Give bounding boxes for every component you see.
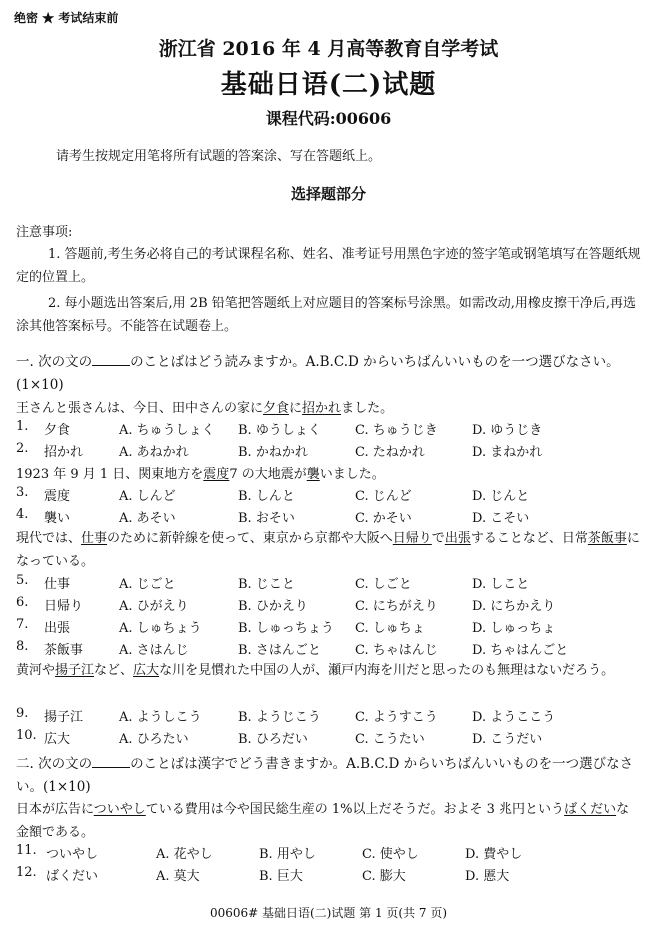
option-a: A. しんど [119, 489, 176, 504]
question-row [16, 728, 641, 748]
option-b: B. しんと [238, 489, 295, 504]
option-b: B. さはんごと [238, 643, 321, 658]
passage-text: に [289, 401, 303, 416]
question-number: 8. [16, 639, 29, 654]
question-row [16, 843, 641, 863]
blank-line [92, 755, 130, 768]
passage-2 [16, 463, 385, 482]
question-word: 震度 [44, 489, 71, 504]
part1-heading-a: 一. 次の文の [16, 354, 93, 370]
question-word: 招かれ [44, 445, 84, 460]
passage-text: で [431, 531, 445, 546]
question-row [16, 507, 641, 527]
question-number: 10. [16, 728, 37, 743]
underlined-word: ばくだい [564, 802, 617, 817]
underlined-word: 日帰り [392, 531, 432, 546]
question-word: ついやし [46, 847, 99, 862]
option-d: D. こうだい [472, 732, 543, 747]
option-d: D. まねかれ [472, 445, 543, 460]
option-d: D. こそい [472, 511, 530, 526]
passage-1 [16, 397, 393, 416]
option-d: D. じんと [472, 489, 530, 504]
passage-text: 日本が広告に [16, 802, 94, 817]
page-footer: 00606# 基础日语(二)试题 第 1 页(共 7 页) [209, 906, 448, 920]
passage-text: 現代では、 [16, 531, 82, 546]
passage-text: いました。 [319, 467, 385, 482]
passage-text: ました。 [341, 401, 394, 416]
question-row [16, 485, 641, 505]
option-a: A. ちゅうしょく [119, 423, 215, 438]
question-row [16, 419, 641, 439]
question-row [16, 865, 641, 885]
instruction: 请考生按规定用笔将所有试题的答案涂、写在答题纸上。 [56, 149, 382, 164]
question-number: 4. [16, 507, 29, 522]
underlined-word: 招かれ [302, 401, 342, 416]
option-d: D. 慝大 [465, 869, 510, 884]
question-row [16, 573, 641, 593]
passage-text: 1923 年 9 月 1 日、関東地方を [16, 467, 204, 482]
option-b: B. じこと [238, 577, 295, 592]
passage-text: な金額である。 [16, 802, 630, 840]
underlined-word: 震度 [203, 467, 230, 482]
passage-text: 黄河や [16, 663, 56, 678]
option-a: A. しゅちょう [119, 621, 202, 636]
underlined-word: 広大 [133, 663, 160, 678]
part2-heading-b: のことばは漢字でどう書きますか。A.B.C.D からいちばんいいものを一つ選びなさい。(1×10) [16, 756, 634, 795]
underlined-word: 出張 [444, 531, 471, 546]
question-row [16, 639, 641, 659]
question-word: ばくだい [46, 869, 99, 884]
passage-text: のために新幹線を使って、東京から京都や大阪へ [107, 531, 393, 546]
option-c: C. たねかれ [355, 445, 425, 460]
question-number: 7. [16, 617, 29, 632]
option-c: C. こうたい [355, 732, 425, 747]
option-b: B. ゆうしょく [238, 423, 321, 438]
question-number: 11. [16, 843, 37, 858]
confidential-mark: 绝密 ★ 考试结束前 [14, 11, 119, 25]
option-a: A. あねかれ [119, 445, 189, 460]
course-code: 课程代码:00606 [265, 109, 392, 128]
option-c: C. ちゃはんじ [355, 643, 438, 658]
option-b: B. おそい [238, 511, 295, 526]
option-c: C. ちゅうじき [355, 423, 438, 438]
question-number: 1. [16, 419, 29, 434]
part2-heading [16, 753, 641, 799]
option-c: C. 膨大 [362, 869, 406, 884]
option-b: B. ようじこう [238, 710, 321, 725]
option-b: B. しゅっちょう [238, 621, 334, 636]
passage-text: になっている。 [16, 531, 640, 569]
passage-text: など、 [94, 663, 134, 678]
option-a: A. さはんじ [119, 643, 189, 658]
option-c: C. 使やし [362, 847, 419, 862]
passage-text: することなど、日常 [470, 531, 588, 546]
option-c: C. じんど [355, 489, 412, 504]
question-word: 日帰り [44, 599, 84, 614]
question-number: 9. [16, 706, 29, 721]
question-word: 広大 [44, 732, 71, 747]
option-b: B. ひかえり [238, 599, 308, 614]
option-d: D. にちかえり [472, 599, 556, 614]
option-b: B. 巨大 [259, 869, 303, 884]
part2-heading-a: 二. 次の文の [16, 756, 93, 772]
question-word: 茶飯事 [44, 643, 84, 658]
passage-text: な川を見慣れた中国の人が、瀬戸内海を川だと思ったのも無理はないだろう。 [159, 663, 615, 678]
blank-line [92, 353, 130, 366]
passage-4 [16, 659, 641, 682]
option-a: A. 莫大 [156, 869, 200, 884]
option-a: A. 花やし [156, 847, 213, 862]
option-b: B. ひろだい [238, 732, 308, 747]
notes-heading: 注意事项: [16, 225, 73, 240]
underlined-word: 襲 [306, 467, 320, 482]
option-c: C. しごと [355, 577, 412, 592]
option-a: A. ひがえり [119, 599, 189, 614]
passage-text: 王さんと張さんは、今日、田中さんの家に [16, 401, 264, 416]
passage-text: 7 の大地震が [229, 467, 307, 482]
question-word: 揚子江 [44, 710, 84, 725]
note-item-2: 2. 每小题选出答案后,用 2B 铅笔把答题纸上对应题目的答案标号涂黑。如需改动,用橡皮擦干净后,再选涂其他答案标号。不能答在试题卷上。 [16, 296, 637, 334]
option-d: D. 費やし [465, 847, 523, 862]
passage-text: ている費用は今や国民総生産の 1%以上だそうだ。およそ 3 兆円という [145, 802, 565, 817]
question-word: 仕事 [44, 577, 71, 592]
question-row [16, 441, 641, 461]
underlined-word: 夕食 [263, 401, 290, 416]
option-d: D. ゆうじき [472, 423, 543, 438]
paper-title: 基础日语(二)试题 [220, 70, 437, 100]
option-a: A. ひろたい [119, 732, 189, 747]
option-a: A. じごと [119, 577, 176, 592]
option-c: C. しゅちょ [355, 621, 425, 636]
option-b: B. 用やし [259, 847, 316, 862]
question-row [16, 706, 641, 726]
option-b: B. かねかれ [238, 445, 308, 460]
underlined-word: 揚子江 [55, 663, 95, 678]
part1-heading-b: のことばはどう読みますか。A.B.C.D からいちばんいいものを一つ選びなさい。(1×10) [16, 354, 620, 393]
question-word: 夕食 [44, 423, 71, 438]
option-a: A. ようしこう [119, 710, 202, 725]
question-number: 6. [16, 595, 29, 610]
part1-heading [16, 351, 641, 397]
option-c: C. ようすこう [355, 710, 438, 725]
passage-5 [16, 798, 641, 844]
option-d: D. しこと [472, 577, 530, 592]
question-number: 12. [16, 865, 37, 880]
section-title: 选择题部分 [290, 185, 366, 203]
question-word: 出張 [44, 621, 71, 636]
exam-title: 浙江省 2016 年 4 月高等教育自学考试 [158, 38, 499, 60]
underlined-word: ついやし [93, 802, 146, 817]
question-number: 2. [16, 441, 29, 456]
passage-3 [16, 527, 641, 573]
option-d: D. ちゃはんごと [472, 643, 569, 658]
question-row [16, 617, 641, 637]
option-a: A. あそい [119, 511, 176, 526]
question-word: 襲い [44, 511, 71, 526]
underlined-word: 仕事 [81, 531, 108, 546]
question-number: 5. [16, 573, 29, 588]
question-row [16, 595, 641, 615]
option-d: D. しゅっちょ [472, 621, 556, 636]
question-number: 3. [16, 485, 29, 500]
option-c: C. かそい [355, 511, 412, 526]
option-c: C. にちがえり [355, 599, 438, 614]
note-item-1: 1. 答题前,考生务必将自己的考试课程名称、姓名、准考证号用黑色字迹的签字笔或钢笔填写在答题纸规定的位置上。 [16, 247, 641, 285]
option-d: D. ようここう [472, 710, 556, 725]
underlined-word: 茶飯事 [587, 531, 627, 546]
